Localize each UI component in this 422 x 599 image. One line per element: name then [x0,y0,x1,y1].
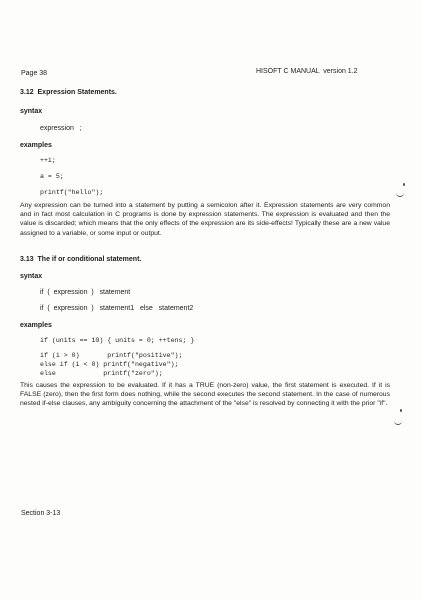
examples-label: examples [20,322,52,329]
syntax-if: if ( expression ) statement [40,289,131,296]
page-number: Page 38 [21,70,48,77]
binder-mark [400,409,402,412]
section-heading-3-13: 3.13 The if or conditional statement. [20,256,142,263]
paragraph-expression-statements: Any expression can be turned into a statement by putting a semicolon after it. Expression statements are very common and in fact most calculation in C programs is done by expression statements. The expression is evaluated and then the value is discarded; which means that the only effects of the expression are its side-effects! Typically these are a new value assigned to a variable, or some input or output. [20,202,390,237]
binder-mark [396,190,404,197]
code-line: else printf("zero"); [40,370,163,377]
syntax-if-else: if ( expression ) statement1 else statement2 [40,305,194,312]
manual-title: HISOFT C MANUAL version 1.2 [256,68,358,75]
code-line: a = 5; [40,173,64,180]
syntax-expression: expression ; [40,125,82,132]
section-heading-3-12: 3.12 Expression Statements. [20,89,117,96]
examples-label: examples [20,142,52,149]
binder-mark [394,418,402,425]
code-line: printf("hello"); [40,189,104,196]
code-line: else if (i < 0) printf("negative"); [40,361,179,368]
code-line: ++i; [40,157,56,164]
syntax-label: syntax [20,273,43,280]
code-line: if (i > 0) printf("positive"); [40,352,183,359]
section-footer: Section 3-13 [21,510,61,517]
binder-mark [403,183,405,186]
code-line: if (units == 10) { units = 0; ++tens; } [40,337,195,344]
paragraph-if-statement: This causes the expression to be evaluated. If it has a TRUE (non-zero) value, the first statement is executed. If it is FALSE (zero), then the first form does nothing, while the second executes the second statement. In the case of numerous nested if-else clauses, any ambiguity concerning the attachment of the "else" is resolved by connecting it with the prior "if". [20,382,390,408]
syntax-label: syntax [20,108,43,115]
